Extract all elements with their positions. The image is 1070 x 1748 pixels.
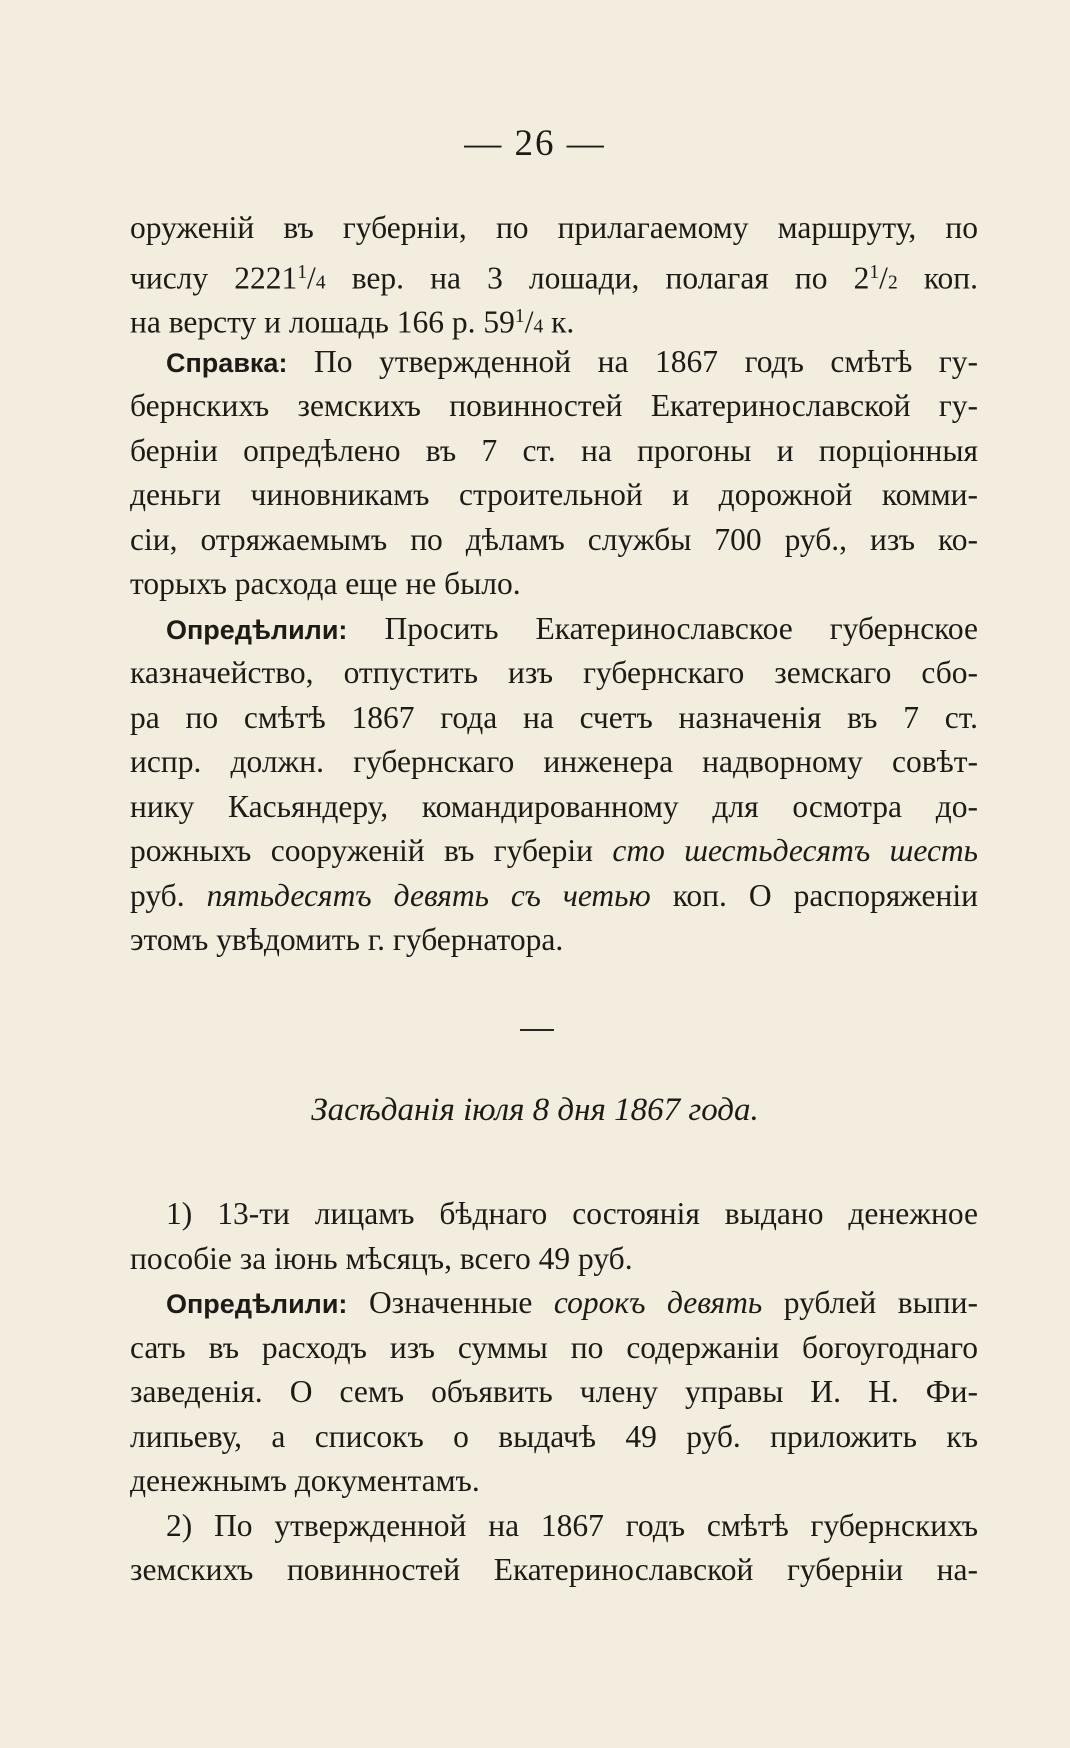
item-1-line: 1) 13-ти лицамъ бѣднаго состоянія выдано денежное (166, 1196, 978, 1231)
text-line: казначейство, отпустить изъ губернскаго земскаго сбо- (130, 655, 978, 690)
text-line: земскихъ повинностей Екатеринославской губерніи на- (130, 1552, 978, 1587)
text-line: нику Касьяндеру, командированному для осмотра до- (130, 788, 978, 824)
text-line: берніи опредѣлено въ 7 ст. на прогоны и порціонныя (130, 432, 978, 468)
opredelili-first-line: Опредѣлили: Просить Екатеринославское губернское (166, 610, 979, 646)
spravka-label: Справка: (166, 347, 288, 378)
text-line: оруженій въ губерніи, по прилагаемому маршруту, по (130, 210, 978, 245)
text-line: рожныхъ сооруженій въ губеріи сто шестьдесятъ шесть (130, 833, 979, 868)
text-line: числу 2221$^1$/4 вер. на 3 лошади, полагая по $2^1/2$ коп. (130, 260, 979, 296)
text-line: торыхъ расхода еще не было. (130, 566, 521, 601)
amount-in-words: пятьдесятъ девять съ четью (206, 877, 651, 913)
text-block-top (130, 206, 978, 963)
amount-in-words: сто шестьдесятъ шесть (612, 833, 979, 868)
spravka-first-line: Справка: По утвержденной на 1867 годъ смѣтѣ гу- (166, 343, 979, 379)
text-block-bottom (130, 1192, 978, 1593)
text-line: пособіе за іюнь мѣсяцъ, всего 49 руб. (130, 1240, 633, 1276)
opredelili-first-line: Опредѣлили: Означенные сорокъ девять рублей выпи- (166, 1285, 978, 1320)
text-line: этомъ увѣдомить г. губернатора. (130, 922, 564, 957)
text-line: сать въ расходъ изъ суммы по содержаніи богоугоднаго (130, 1329, 978, 1365)
text-line: липьеву, а списокъ о выдачѣ 49 руб. приложить къ (130, 1418, 978, 1454)
page-number: — 26 — (464, 123, 606, 164)
opredelili-label: Опредѣлили: (166, 614, 348, 645)
text-line: испр. должн. губернскаго инженера надворному совѣт- (130, 744, 978, 779)
text-line: ра по смѣтѣ 1867 года на счетъ назначенія въ 7 ст. (130, 699, 978, 735)
text-line: сіи, отряжаемымъ по дѣламъ службы 700 руб., изъ ко- (130, 521, 978, 557)
amount-in-words: сорокъ девять (553, 1285, 763, 1320)
text-line: деньги чиновникамъ строительной и дорожной комми- (130, 477, 978, 512)
section-divider (520, 1029, 554, 1031)
text-line: на версту и лошадь 166 р. $59^1/4$ к. (130, 304, 575, 340)
item-2-line: 2) По утвержденной на 1867 годъ смѣтѣ губернскихъ (166, 1507, 978, 1543)
text-line: денежнымъ документамъ. (130, 1463, 480, 1498)
session-heading: Засѣданія іюля 8 дня 1867 года. (311, 1092, 759, 1128)
opredelili-label: Опредѣлили: (166, 1289, 348, 1319)
text-line: руб. пятьдесятъ девять съ четью коп. О распоряженіи (130, 877, 979, 913)
text-line: бернскихъ земскихъ повинностей Екатеринославской гу- (130, 388, 978, 423)
text-line: заведенія. О семъ объявить члену управы И. Н. Фи- (130, 1374, 978, 1409)
